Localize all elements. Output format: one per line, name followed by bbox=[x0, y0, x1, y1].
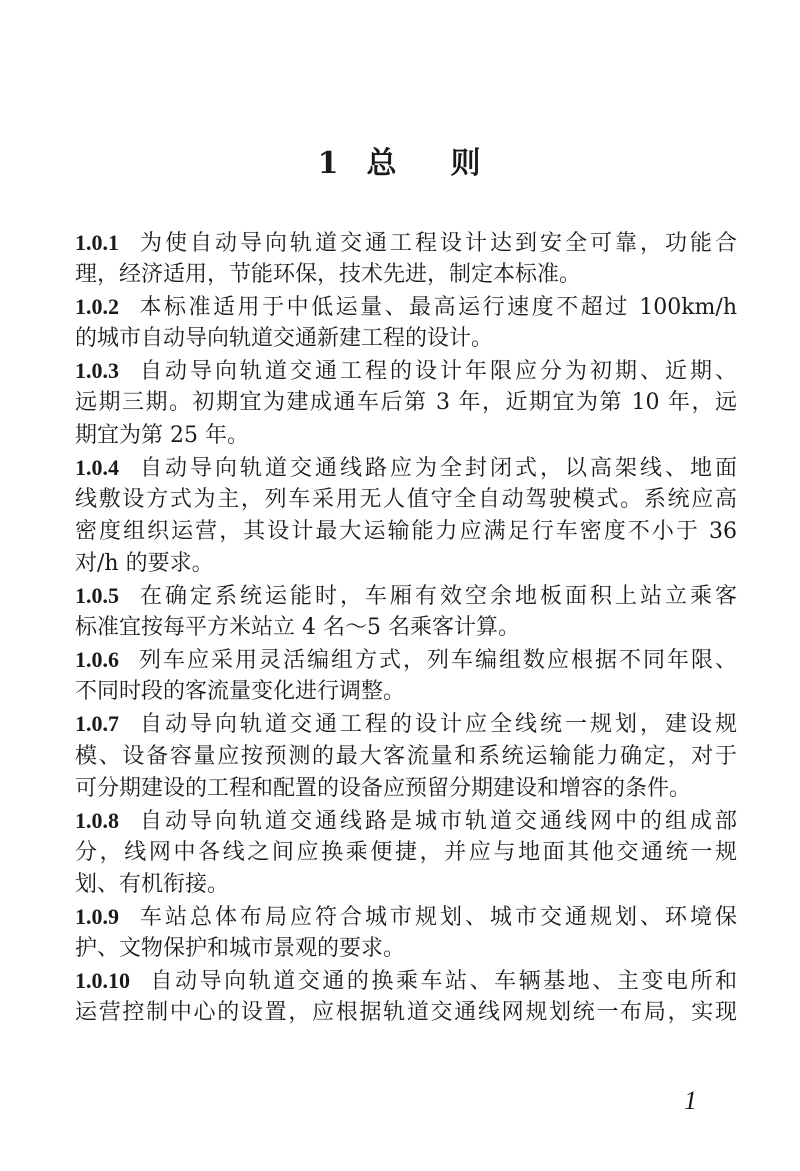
text-line bbox=[75, 484, 737, 516]
clause-text: 分，线网中各线之间应换乘便捷，并应与地面其他交通统一规 bbox=[75, 839, 737, 865]
clause-text: 标准宜按每平方米站立 4 名～5 名乘客计算。 bbox=[75, 615, 520, 641]
clause-text: 本标准适用于中低运量、最高运行速度不超过 100km/h bbox=[137, 295, 737, 321]
clause-text: 列车应采用灵活编组方式，列车编组数应根据不同年限、 bbox=[137, 648, 737, 674]
clause-number: 1.0.3 bbox=[75, 358, 119, 384]
chapter-title bbox=[0, 138, 800, 182]
clause-text: 划、有机衔接。 bbox=[75, 871, 230, 897]
clause-text: 护、文物保护和城市景观的要求。 bbox=[75, 936, 406, 962]
clause-text: 自动导向轨道交通的换乘车站、车辆基地、主变电所和 bbox=[148, 969, 737, 995]
clause-1-0-10 bbox=[75, 965, 737, 1029]
clause-text: 期宜为第 25 年。 bbox=[75, 422, 249, 448]
text-line bbox=[75, 323, 737, 355]
chapter-title-char: 则 bbox=[450, 146, 483, 181]
text-line bbox=[75, 291, 737, 323]
clause-text: 自动导向轨道交通工程的设计年限应分为初期、近期、 bbox=[137, 359, 737, 385]
clause-text: 为使自动导向轨道交通工程设计达到安全可靠，功能合 bbox=[137, 231, 737, 256]
clause-1-0-3 bbox=[75, 355, 737, 451]
text-line bbox=[75, 644, 737, 676]
text-line bbox=[75, 355, 737, 387]
text-line bbox=[75, 773, 737, 805]
text-line bbox=[75, 516, 737, 548]
clause-text: 自动导向轨道交通线路应为全封闭式，以高架线、地面 bbox=[137, 455, 737, 481]
text-line bbox=[75, 580, 737, 612]
clause-1-0-4 bbox=[75, 452, 737, 580]
clause-text: 自动导向轨道交通线路是城市轨道交通线网中的组成部 bbox=[137, 808, 737, 834]
text-line bbox=[75, 259, 737, 291]
text-line bbox=[75, 741, 737, 773]
text-line bbox=[75, 387, 737, 419]
text-line bbox=[75, 837, 737, 869]
chapter-title-char: 总 bbox=[366, 146, 399, 181]
text-line bbox=[75, 420, 737, 452]
clause-text: 自动导向轨道交通工程的设计应全线统一规划，建设规 bbox=[137, 712, 737, 738]
clause-1-0-7 bbox=[75, 708, 737, 804]
clause-text: 密度组织运营，其设计最大运输能力应满足行车密度不小于 36 bbox=[75, 518, 737, 544]
clause-number: 1.0.10 bbox=[75, 968, 130, 994]
text-line bbox=[75, 933, 737, 965]
text-line bbox=[75, 869, 737, 901]
text-line bbox=[75, 901, 737, 933]
clause-text: 在确定系统运能时，车厢有效空余地板面积上站立乘客 bbox=[137, 584, 737, 610]
clause-text: 可分期建设的工程和配置的设备应预留分期建设和增容的条件。 bbox=[75, 775, 692, 801]
clause-number: 1.0.1 bbox=[75, 230, 119, 255]
clause-text: 车站总体布局应符合城市规划、城市交通规划、环境保 bbox=[137, 904, 737, 930]
text-line bbox=[75, 805, 737, 837]
clause-1-0-9 bbox=[75, 901, 737, 965]
clause-1-0-5 bbox=[75, 580, 737, 644]
clause-text: 远期三期。初期宜为建成通车后第 3 年，近期宜为第 10 年，远 bbox=[75, 390, 737, 416]
clause-text: 不同时段的客流量变化进行调整。 bbox=[75, 679, 406, 705]
clause-text: 运营控制中心的设置，应根据轨道交通线网规划统一布局，实现 bbox=[75, 1000, 737, 1026]
text-line bbox=[75, 452, 737, 484]
clause-text: 模、设备容量应按预测的最大客流量和系统运输能力确定，对于 bbox=[75, 743, 737, 769]
clause-1-0-1 bbox=[75, 227, 737, 291]
clause-1-0-6 bbox=[75, 644, 737, 708]
clause-number: 1.0.4 bbox=[75, 454, 119, 480]
clause-text: 线敷设方式为主，列车采用无人值守全自动驾驶模式。系统应高 bbox=[75, 486, 737, 512]
clause-number: 1.0.6 bbox=[75, 647, 119, 673]
clause-number: 1.0.8 bbox=[75, 807, 119, 833]
clauses-body bbox=[75, 227, 737, 1029]
clause-number: 1.0.7 bbox=[75, 711, 119, 737]
text-line bbox=[75, 676, 737, 708]
page-number: 1 bbox=[684, 1086, 697, 1115]
clause-1-0-8 bbox=[75, 805, 737, 901]
text-line bbox=[75, 227, 737, 259]
text-line bbox=[75, 997, 737, 1029]
clause-1-0-2 bbox=[75, 291, 737, 355]
clause-number: 1.0.5 bbox=[75, 583, 119, 609]
chapter-number: 1 bbox=[317, 146, 341, 181]
text-line bbox=[75, 548, 737, 580]
clause-number: 1.0.9 bbox=[75, 903, 119, 929]
clause-text: 理，经济适用，节能环保，技术先进，制定本标准。 bbox=[75, 262, 582, 288]
text-line bbox=[75, 708, 737, 740]
text-line bbox=[75, 965, 737, 997]
clause-text: 的城市自动导向轨道交通新建工程的设计。 bbox=[75, 326, 494, 352]
text-line bbox=[75, 612, 737, 644]
clause-number: 1.0.2 bbox=[75, 294, 119, 320]
clause-text: 对/h 的要求。 bbox=[75, 550, 214, 576]
